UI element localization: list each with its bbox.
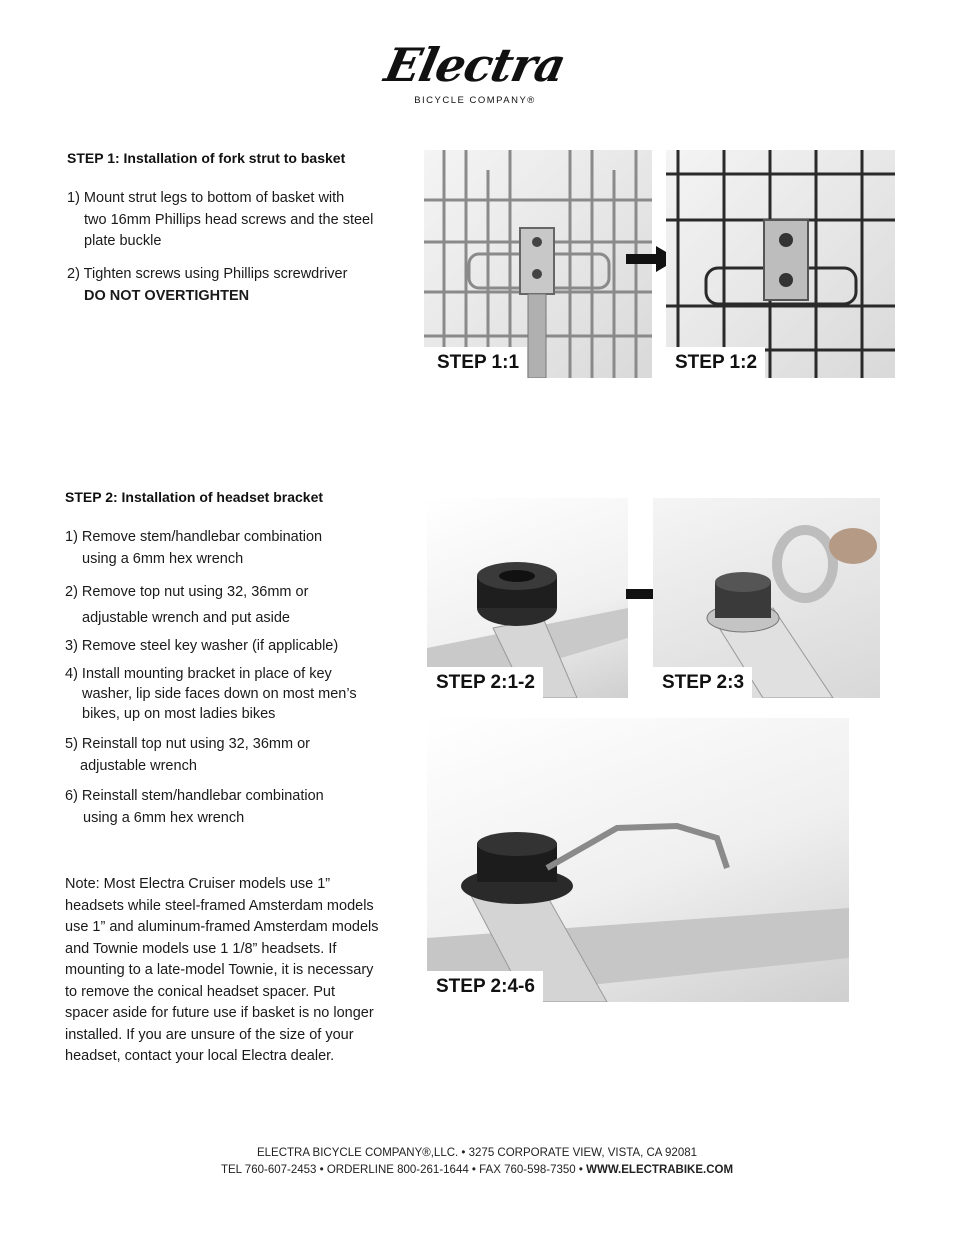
- step2-instruction-1: [65, 527, 405, 570]
- step2-title: STEP 2: Installation of headset bracket: [65, 489, 324, 505]
- photo-step-1-2: [666, 150, 895, 378]
- photo-step-2-1-2: [427, 498, 628, 698]
- note-line: and Townie models use 1 1/8” headsets. If: [65, 940, 337, 957]
- step2-instruction-5-line1: 5) Reinstall top nut using 32, 36mm or: [65, 736, 311, 752]
- caption-step-2-1-2: STEP 2:1-2: [427, 667, 543, 698]
- step1-instruction-2: [67, 264, 407, 307]
- step1-instruction-1-line3: plate buckle: [84, 233, 162, 249]
- step2-instruction-5-line2: adjustable wrench: [80, 757, 197, 774]
- note-line: headset, contact your local Electra dealer.: [65, 1048, 335, 1064]
- step1-instruction-1-line2: two 16mm Phillips head screws and the steel: [84, 211, 374, 228]
- caption-step-1-2: STEP 1:2: [666, 347, 765, 378]
- footer-website-link[interactable]: WWW.ELECTRABIKE.COM: [586, 1164, 734, 1176]
- mounting-bracket-illustration: [427, 718, 849, 1002]
- photo-step-2-3: [653, 498, 880, 698]
- step2-instruction-5: [65, 734, 405, 777]
- footer-address: ELECTRA BICYCLE COMPANY®,LLC. • 3275 CORPORATE VIEW, VISTA, CA 92081: [256, 1147, 698, 1159]
- step2-instruction-6: [65, 786, 405, 829]
- basket-closeup-illustration: [666, 150, 895, 378]
- step2-instruction-6-line2: using a 6mm hex wrench: [83, 809, 245, 826]
- step1-title: STEP 1: Installation of fork strut to basket: [67, 150, 346, 166]
- logo-subtitle: BICYCLE COMPANY®: [414, 95, 536, 106]
- step1-instruction-1-line1: 1) Mount strut legs to bottom of basket with: [67, 190, 345, 206]
- step1-instruction-2-line1: 2) Tighten screws using Phillips screwdriver: [67, 266, 348, 282]
- note-line: to remove the conical headset spacer. Put: [65, 983, 336, 1000]
- step2-instruction-4-line1: 4) Install mounting bracket in place of key: [65, 666, 332, 682]
- step2-instruction-4-line2: washer, lip side faces down on most men’s: [82, 686, 357, 702]
- note-line: mounting to a late-model Townie, it is necessary: [65, 962, 374, 978]
- step2-instruction-1-line2: using a 6mm hex wrench: [82, 550, 244, 567]
- step2-instruction-6-line1: 6) Reinstall stem/handlebar combination: [65, 788, 324, 804]
- overtighten-warning: DO NOT OVERTIGHTEN: [84, 287, 250, 304]
- step2-instruction-1-line1: 1) Remove stem/handlebar combination: [65, 529, 323, 545]
- headset-note: [65, 874, 410, 1068]
- step2-instruction-4: [65, 664, 405, 724]
- step2-instruction-2-line1: 2) Remove top nut using 32, 36mm or: [65, 584, 309, 600]
- caption-step-1-1: STEP 1:1: [424, 347, 527, 378]
- photo-step-2-4-6: [427, 718, 849, 1002]
- note-line: installed. If you are unsure of the size of your: [65, 1026, 354, 1043]
- note-line: use 1” and aluminum-framed Amsterdam models: [65, 919, 379, 935]
- note-line: spacer aside for future use if basket is no longer: [65, 1005, 374, 1021]
- step2-instruction-2-line2: adjustable wrench and put aside: [82, 610, 290, 626]
- step2-instruction-2: [65, 579, 405, 631]
- electra-logo: Electra: [380, 38, 570, 92]
- basket-wire-illustration: [424, 150, 652, 378]
- photo-step-1-1: [424, 150, 652, 378]
- step2-instruction-4-line3: bikes, up on most ladies bikes: [82, 706, 276, 722]
- step2-instruction-3: 3) Remove steel key washer (if applicable): [65, 638, 339, 654]
- note-line: headsets while steel-framed Amsterdam models: [65, 897, 374, 914]
- footer-contact: [0, 1164, 954, 1176]
- footer-phone-numbers: TEL 760-607-2453 • ORDERLINE 800-261-1644 • FAX 760-598-7350 •: [220, 1164, 583, 1176]
- caption-step-2-3: STEP 2:3: [653, 667, 752, 698]
- caption-step-2-4-6: STEP 2:4-6: [427, 971, 543, 1002]
- note-line: Note: Most Electra Cruiser models use 1”: [65, 876, 331, 892]
- step1-instruction-1: [67, 188, 407, 253]
